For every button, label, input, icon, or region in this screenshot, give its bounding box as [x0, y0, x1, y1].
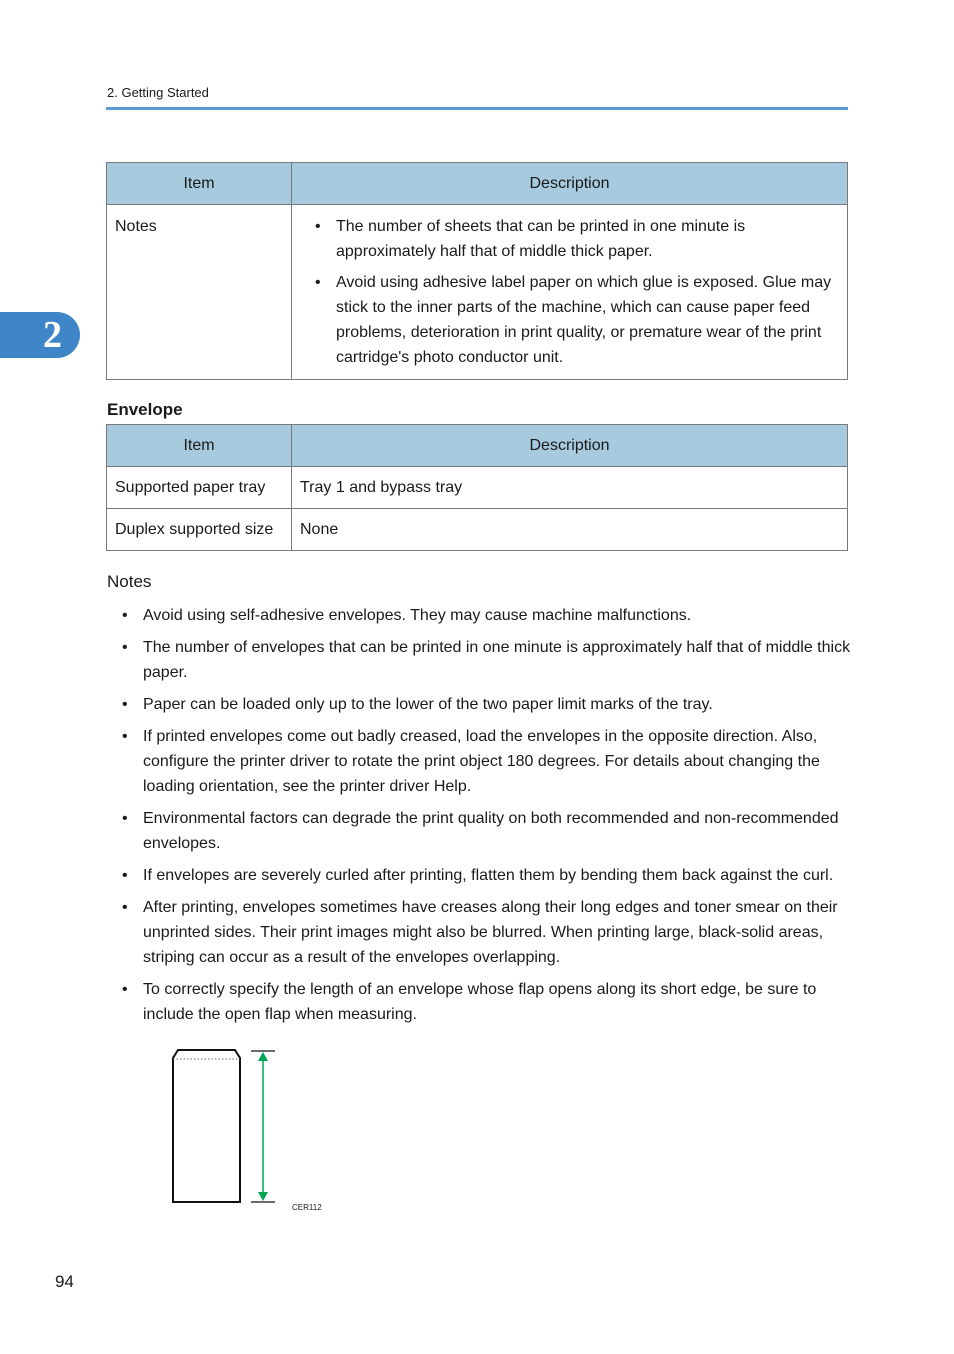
page-number: 94: [55, 1272, 74, 1291]
description-bullet-list: [300, 214, 839, 370]
item-cell: Duplex supported size: [107, 509, 292, 551]
notes-list: [107, 603, 852, 1034]
table-header-row: [107, 163, 848, 205]
notes-heading: Notes: [107, 572, 152, 591]
item-cell: Supported paper tray: [107, 467, 292, 509]
figure-code: CER112: [292, 1203, 322, 1212]
list-item: • The number of sheets that can be printed in one minute is approximately half that of middle thick paper.: [336, 214, 839, 264]
item-cell: Notes: [107, 205, 292, 380]
table-row: [107, 509, 848, 551]
list-item: • Avoid using adhesive label paper on which glue is exposed. Glue may stick to the inner parts of the machine, which can cause paper feed problems, deterioration in print quality, or premature wear of the print cartridge's photo conductor unit.: [336, 270, 839, 370]
table-header-row: [107, 425, 848, 467]
table-row: [107, 205, 848, 380]
description-cell: [292, 205, 848, 380]
column-header-item: Item: [107, 163, 292, 205]
envelope-length-illustration: [160, 1040, 360, 1225]
list-item: • If printed envelopes come out badly creased, load the envelopes in the opposite direction. Also, configure the printer driver to rotate the print object 180 degrees. For details about changing the loading orientation, see the printer driver Help.: [107, 724, 852, 799]
column-header-description: Description: [292, 163, 848, 205]
list-item: • If envelopes are severely curled after printing, flatten them by bending them back against the curl.: [107, 863, 852, 888]
envelope-outline: [173, 1050, 240, 1202]
header-rule: [106, 107, 848, 110]
length-arrow: [251, 1051, 275, 1202]
notes-spec-table: [106, 162, 848, 380]
list-item: • Avoid using self-adhesive envelopes. They may cause machine malfunctions.: [107, 603, 852, 628]
list-item: • The number of envelopes that can be printed in one minute is approximately half that of middle thick paper.: [107, 635, 852, 685]
description-cell: None: [292, 509, 848, 551]
list-item: • After printing, envelopes sometimes have creases along their long edges and toner smear on their unprinted sides. Their print images might also be blurred. When printing large, black-solid areas, striping can occur as a result of the envelopes overlapping.: [107, 895, 852, 970]
list-item: • Paper can be loaded only up to the lower of the two paper limit marks of the tray.: [107, 692, 852, 717]
list-item: • Environmental factors can degrade the print quality on both recommended and non-recommended envelopes.: [107, 806, 852, 856]
description-cell: Tray 1 and bypass tray: [292, 467, 848, 509]
envelope-heading: Envelope: [107, 400, 183, 419]
table-row: [107, 467, 848, 509]
column-header-item: Item: [107, 425, 292, 467]
running-header: 2. Getting Started: [107, 85, 209, 100]
column-header-description: Description: [292, 425, 848, 467]
chapter-tab: 2: [0, 312, 80, 358]
envelope-spec-table: [106, 424, 848, 551]
list-item: • To correctly specify the length of an envelope whose flap opens along its short edge, be sure to include the open flap when measuring.: [107, 977, 852, 1027]
